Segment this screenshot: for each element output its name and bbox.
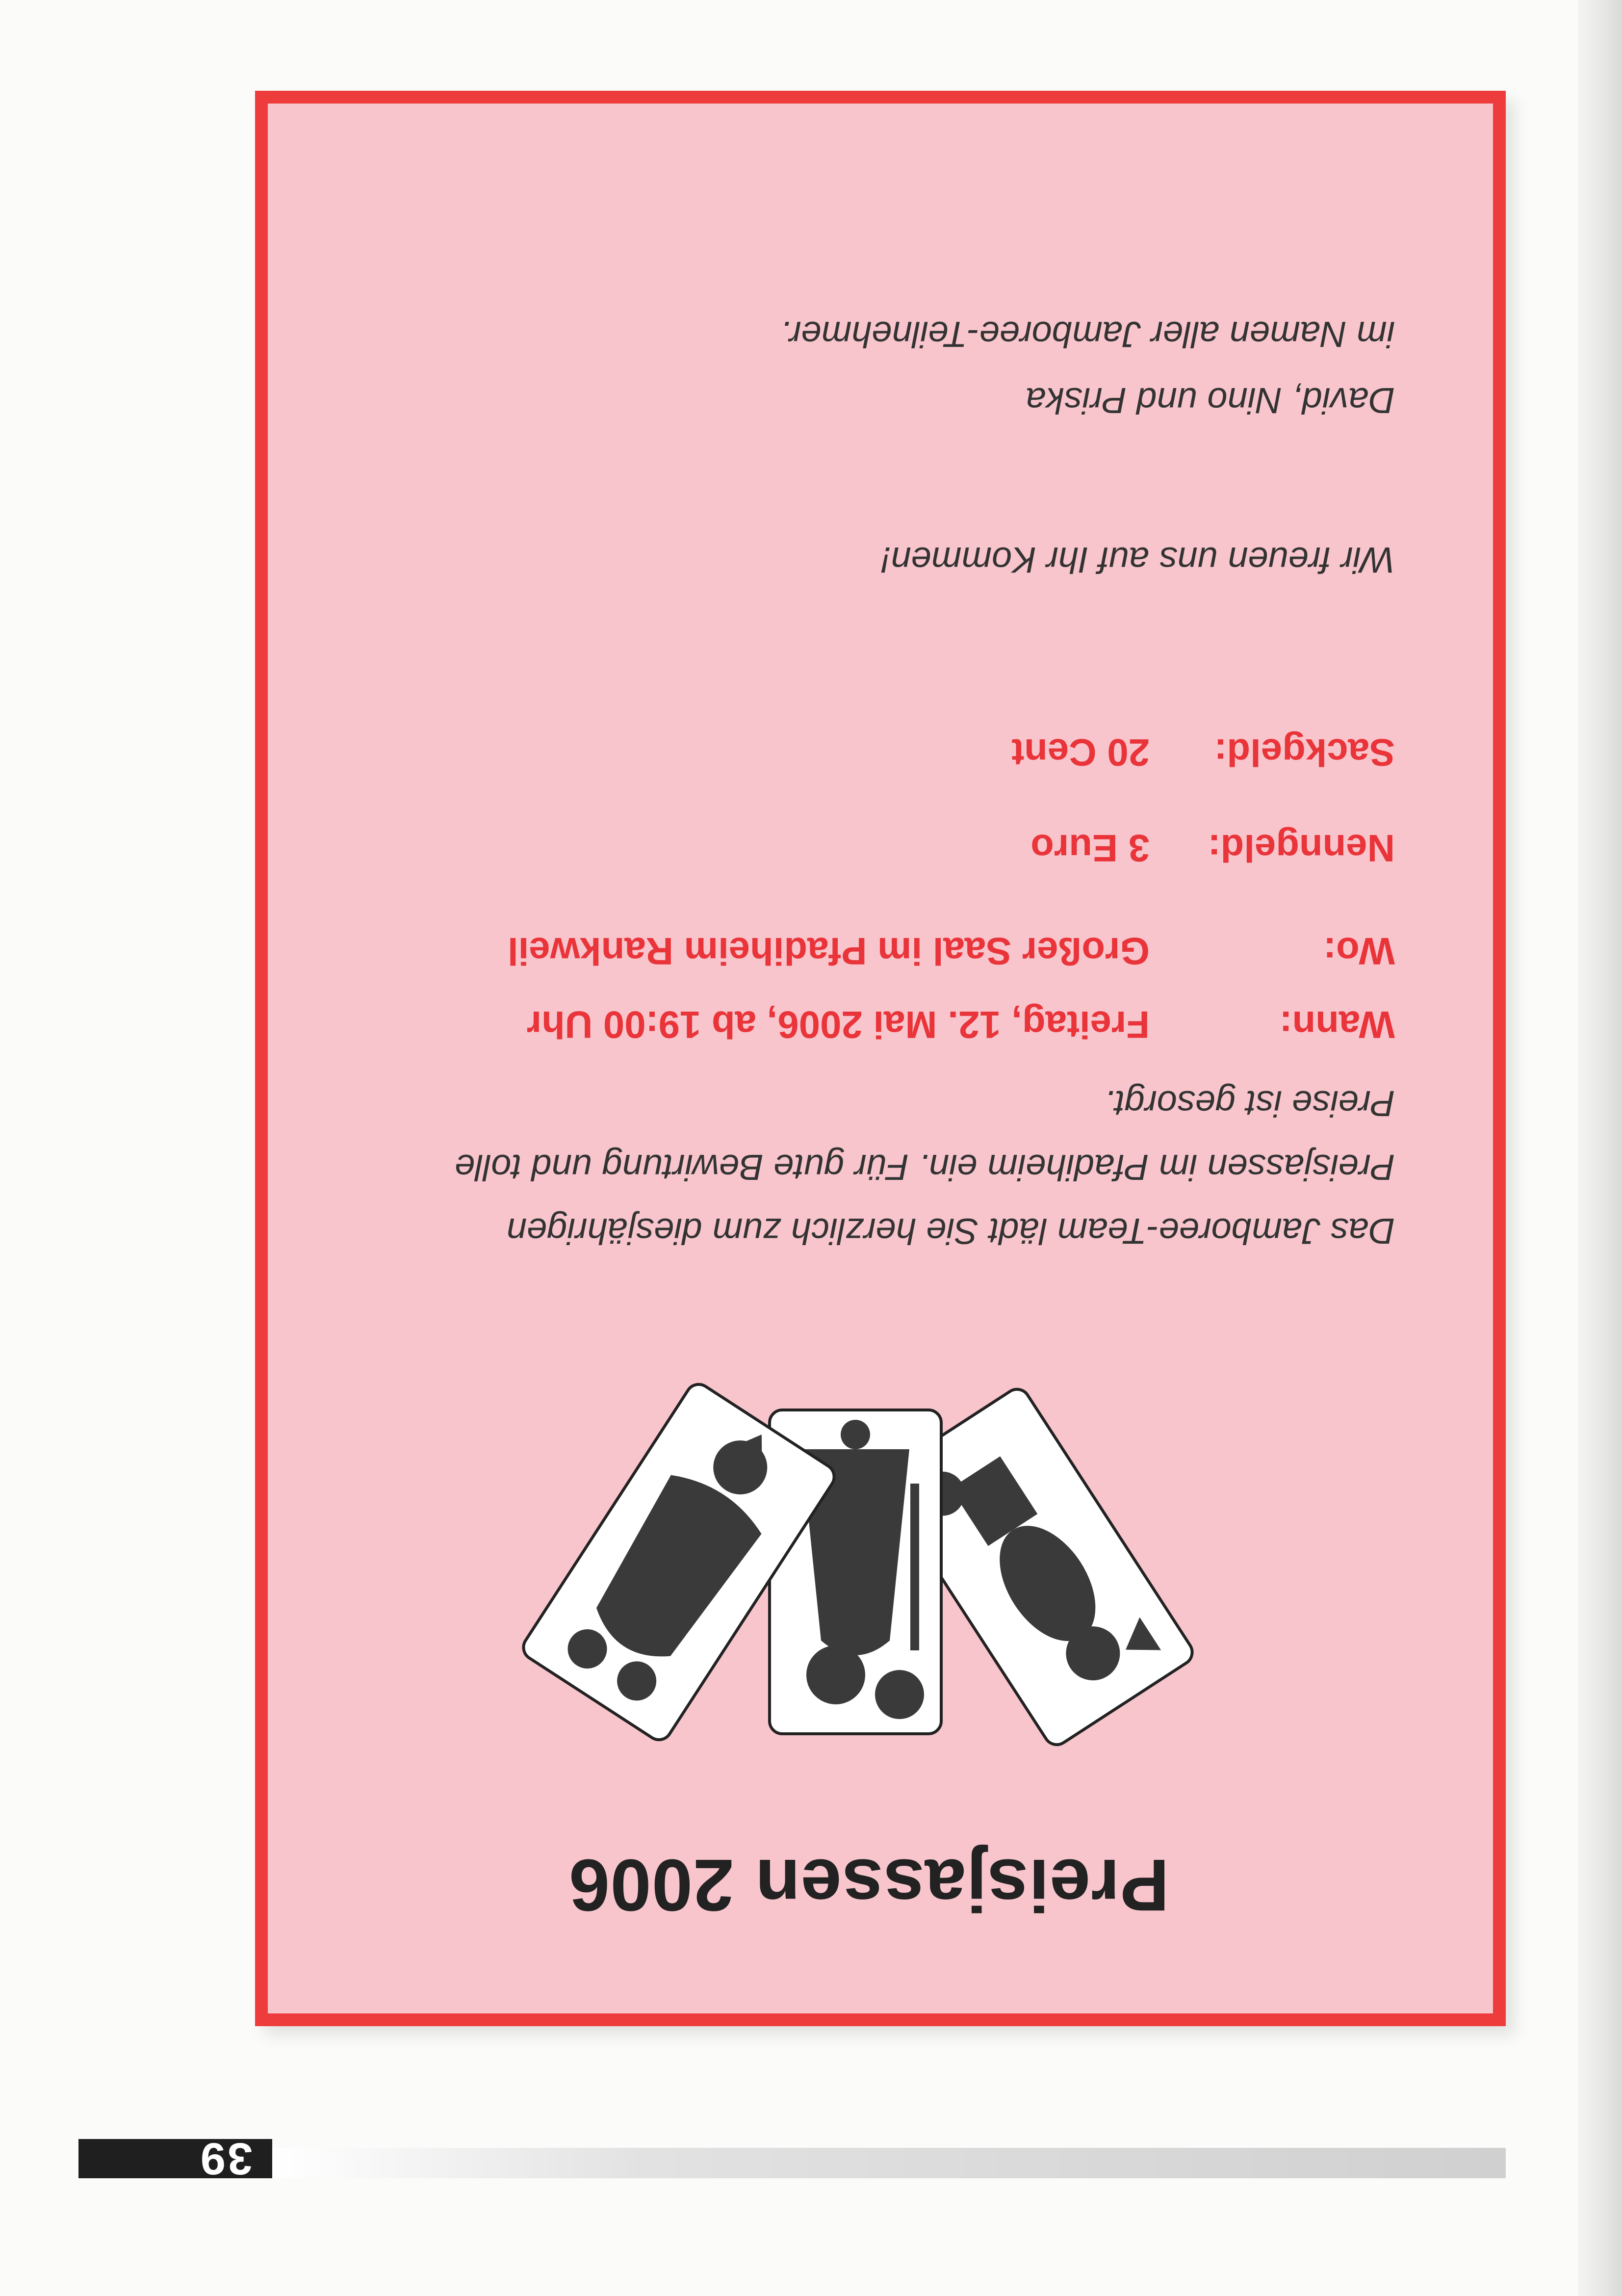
- flyer-title: Preisjassen 2006: [568, 1844, 1169, 1927]
- flyer-intro-text: Das Jamboree-Team lädt Sie herzlich zum diesjährigen Preisjassen im Pfadiheim ein. Für gute Bewirtung und tolle Preise ist gesorgt.: [455, 1083, 1395, 1252]
- detail-label: Sackgeld:: [1214, 731, 1395, 774]
- detail-label: Wann:: [1279, 1003, 1395, 1046]
- signature-names: David, Nino und Priska: [1026, 380, 1395, 421]
- detail-label: Wo:: [1323, 930, 1395, 973]
- event-flyer: [255, 91, 1506, 2026]
- detail-value: Großer Saal im Pfadiheim Rankweil: [507, 930, 1150, 973]
- detail-value: 20 Cent: [1011, 731, 1150, 774]
- flyer-signature: [780, 301, 1395, 434]
- page-footer-strip: [272, 2148, 1506, 2178]
- signature-group: im Namen aller Jamboree-Teilnehmer.: [780, 314, 1395, 355]
- detail-value: Freitag, 12. Mai 2006, ab 19:00 Uhr: [526, 1003, 1150, 1046]
- jass-playing-cards-icon: [512, 1336, 1199, 1798]
- page-number: 39: [78, 2139, 272, 2178]
- detail-label: Nenngeld:: [1208, 827, 1395, 870]
- flyer-closing-text: Wir freuen uns auf Ihr Kommen!: [880, 540, 1395, 580]
- detail-value: 3 Euro: [1030, 827, 1150, 870]
